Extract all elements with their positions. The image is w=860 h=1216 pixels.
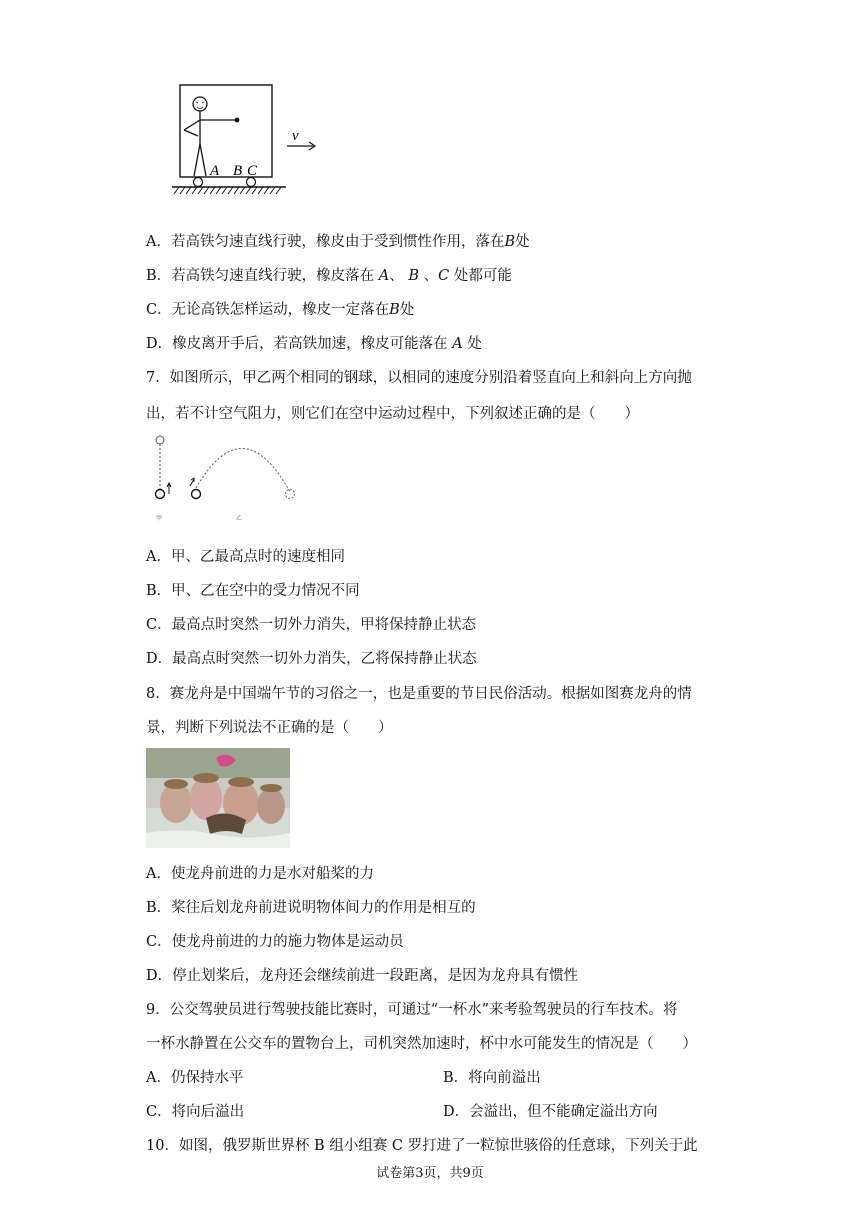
q7-option-c: C．最高点时突然一切外力消失，甲将保持静止状态 bbox=[146, 617, 477, 633]
q9-option-b: B．将向前溢出 bbox=[443, 1070, 541, 1086]
q8-stem-line2: 景，判断下列说法不正确的是（ ） bbox=[146, 720, 393, 736]
option-var-a: A bbox=[378, 268, 390, 284]
option-letter: D． bbox=[146, 336, 173, 352]
option-text: 无论高铁怎样运动，橡皮一定落在 bbox=[171, 302, 390, 318]
option-tail: 处 bbox=[462, 336, 482, 352]
point-b-label: B bbox=[233, 163, 243, 179]
velocity-label: v bbox=[292, 128, 299, 144]
q9-option-a: A．仍保持水平 bbox=[146, 1070, 244, 1086]
q6-option-b: B．若高铁匀速直线行驶，橡皮落在 A、 B 、C 处都可能 bbox=[146, 268, 512, 284]
q9-stem-line2: 一杯水静置在公交车的置物台上，司机突然加速时，杯中水可能发生的情况是（ ） bbox=[146, 1036, 697, 1052]
option-var-c: C bbox=[438, 268, 450, 284]
q6-option-c bbox=[146, 298, 414, 319]
q7-stem-line2: 出，若不计空气阻力，则它们在空中运动过程中，下列叙述正确的是（ ） bbox=[146, 406, 639, 422]
q7-option-d: D．最高点时突然一切外力消失，乙将保持静止状态 bbox=[146, 651, 477, 667]
q6-option-d bbox=[146, 332, 482, 353]
q9-stem-line1: 9．公交驾驶员进行驾驶技能比赛时，可通过“一杯水”来考验驾驶员的行车技术。将 bbox=[146, 1002, 678, 1018]
option-letter: B． bbox=[146, 268, 172, 284]
option-var: A bbox=[452, 336, 463, 352]
jia-label: 甲 bbox=[156, 515, 163, 522]
option-text: 橡皮离开手后，若高铁加速，橡皮可能落在 bbox=[172, 336, 453, 352]
option-tail: 处都可能 bbox=[453, 268, 512, 284]
q8-option-b: B．桨往后划龙舟前进说明物体间力的作用是相互的 bbox=[146, 900, 476, 916]
option-letter: A． bbox=[146, 234, 171, 250]
point-c-label: C bbox=[247, 163, 258, 179]
option-var: B bbox=[504, 234, 516, 250]
q9-option-d: D．会溢出，但不能确定溢出方向 bbox=[443, 1104, 658, 1120]
q9-option-c: C．将向后溢出 bbox=[146, 1104, 245, 1120]
yi-label: 乙 bbox=[236, 515, 243, 522]
q7-option-b: B．甲、乙在空中的受力情况不同 bbox=[146, 583, 360, 599]
q7-stem-line1: 7．如图所示，甲乙两个相同的钢球，以相同的速度分别沿着竖直向上和斜向上方向抛 bbox=[146, 370, 692, 386]
q8-stem-line1: 8．赛龙舟是中国端午节的习俗之一，也是重要的节日民俗活动。根据如图赛龙舟的情 bbox=[146, 686, 692, 702]
q10-stem-line1: 10．如图，俄罗斯世界杯 B 组小组赛 C 罗打进了一粒惊世骇俗的任意球，下列关于此 bbox=[146, 1138, 698, 1154]
page-footer: 试卷第3页，共9页 bbox=[376, 1166, 484, 1181]
option-text: 若高铁匀速直线行驶，橡皮由于受到惯性作用，落在 bbox=[170, 234, 505, 250]
point-a-label: A bbox=[210, 163, 220, 179]
q8-option-a: A．使龙舟前进的力是水对船桨的力 bbox=[146, 866, 374, 882]
projectile-diagram bbox=[148, 432, 308, 528]
option-var: B bbox=[389, 302, 400, 318]
option-text: 若高铁匀速直线行驶，橡皮落在 bbox=[171, 268, 379, 284]
dragon-boat-photo bbox=[146, 748, 290, 848]
q6-option-a bbox=[146, 230, 530, 251]
option-tail: 处 bbox=[399, 302, 415, 318]
q7-option-a: A．甲、乙最高点时的速度相同 bbox=[146, 549, 345, 565]
train-inertia-diagram bbox=[170, 84, 330, 200]
option-var-b: B bbox=[408, 268, 420, 284]
q8-option-d: D．停止划桨后，龙舟还会继续前进一段距离，是因为龙舟具有惯性 bbox=[146, 968, 579, 984]
q8-option-c: C．使龙舟前进的力的施力物体是运动员 bbox=[146, 934, 404, 950]
option-tail: 处 bbox=[515, 234, 530, 250]
option-letter: C． bbox=[146, 302, 172, 318]
